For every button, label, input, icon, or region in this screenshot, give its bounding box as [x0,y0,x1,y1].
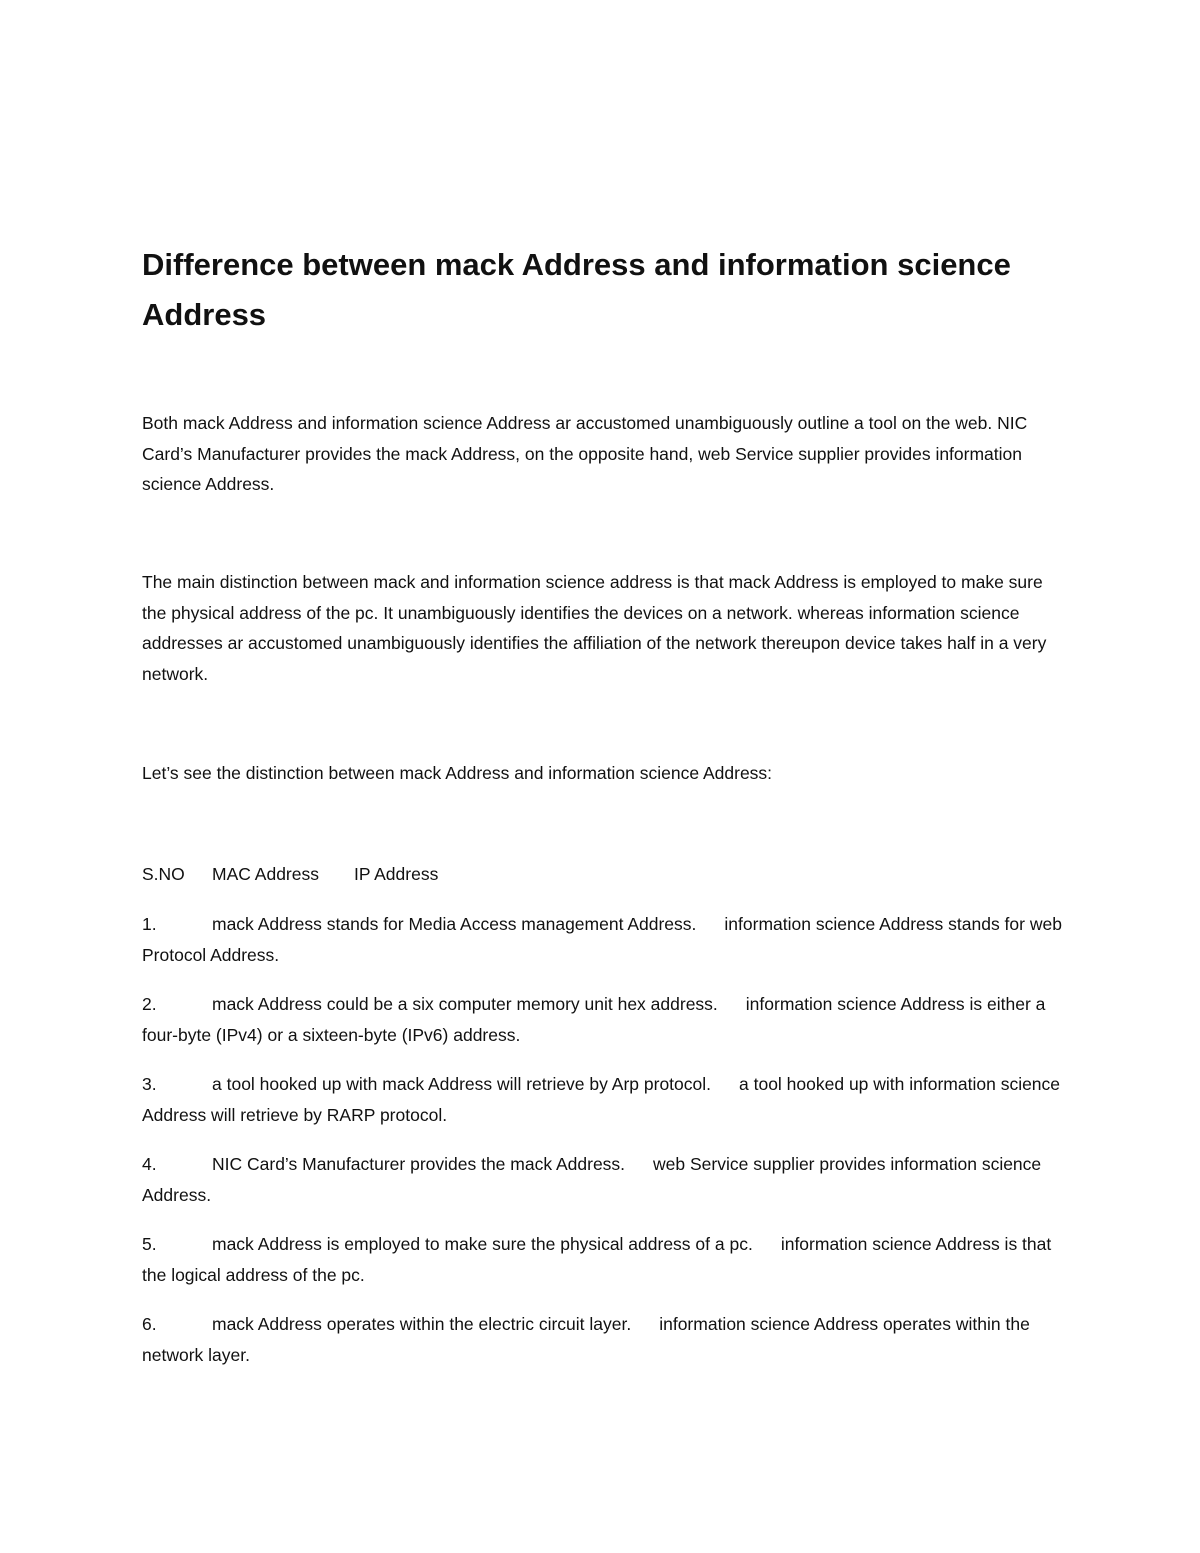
row-number: 6. [142,1314,157,1334]
row-ip-text: information science Address operates within the network layer. [142,1314,1030,1365]
row-mac-text: mack Address is employed to make sure the physical address of a pc. [212,1234,753,1254]
row-ip-text: information science Address is either a four-byte (IPv4) or a sixteen-byte (IPv6) address. [142,994,1046,1045]
row-ip-text: web Service supplier provides information science Address. [142,1154,1042,1205]
document-title: Difference between mack Address and information science Address [142,247,1011,332]
row-number: 1. [142,914,157,934]
row-mac-text: mack Address operates within the electric circuit layer. [212,1314,632,1334]
row-ip-text: information science Address stands for web Protocol Address. [142,914,1062,965]
row-number: 3. [142,1074,157,1094]
row-number: 4. [142,1154,157,1174]
row-mac-text: mack Address could be a six computer memory unit hex address. [212,994,718,1014]
table-row [142,1229,1062,1290]
table-row [142,909,1062,970]
row-mac-text: mack Address stands for Media Access management Address. [212,914,697,934]
row-mac-text: NIC Card’s Manufacturer provides the mack Address. [212,1154,626,1174]
row-ip-text: a tool hooked up with information science Address will retrieve by RARP protocol. [142,1074,1061,1125]
row-number: 5. [142,1234,157,1254]
row-number: 2. [142,994,157,1014]
table-row [142,1309,1062,1370]
table-row [142,1149,1062,1210]
lead-in-paragraph: Let’s see the distinction between mack Address and information science Address: [142,763,773,783]
row-mac-text: a tool hooked up with mack Address will retrieve by Arp protocol. [212,1074,711,1094]
table-row [142,1069,1062,1130]
header-ip-address: IP Address [354,864,439,884]
comparison-table-rows [142,909,1062,1389]
distinction-paragraph: The main distinction between mack and information science address is that mack Address is employed to make sure the physical address of the pc. It unambiguously identifies the devices on a network. whereas information science addresses ar accustomed unambiguously identifies the affiliation of the network thereupon device takes half in a very network. [142,572,1047,684]
table-row [142,989,1062,1050]
row-ip-text: information science Address is that the logical address of the pc. [142,1234,1052,1285]
comparison-table-header [142,859,1062,889]
header-mac-address: MAC Address [212,864,319,884]
intro-paragraph: Both mack Address and information science Address ar accustomed unambiguously outline a tool on the web. NIC Card’s Manufacturer provides the mack Address, on the opposite hand, web Service supplier provides information science Address. [142,413,1028,494]
header-sno: S.NO [142,864,185,884]
